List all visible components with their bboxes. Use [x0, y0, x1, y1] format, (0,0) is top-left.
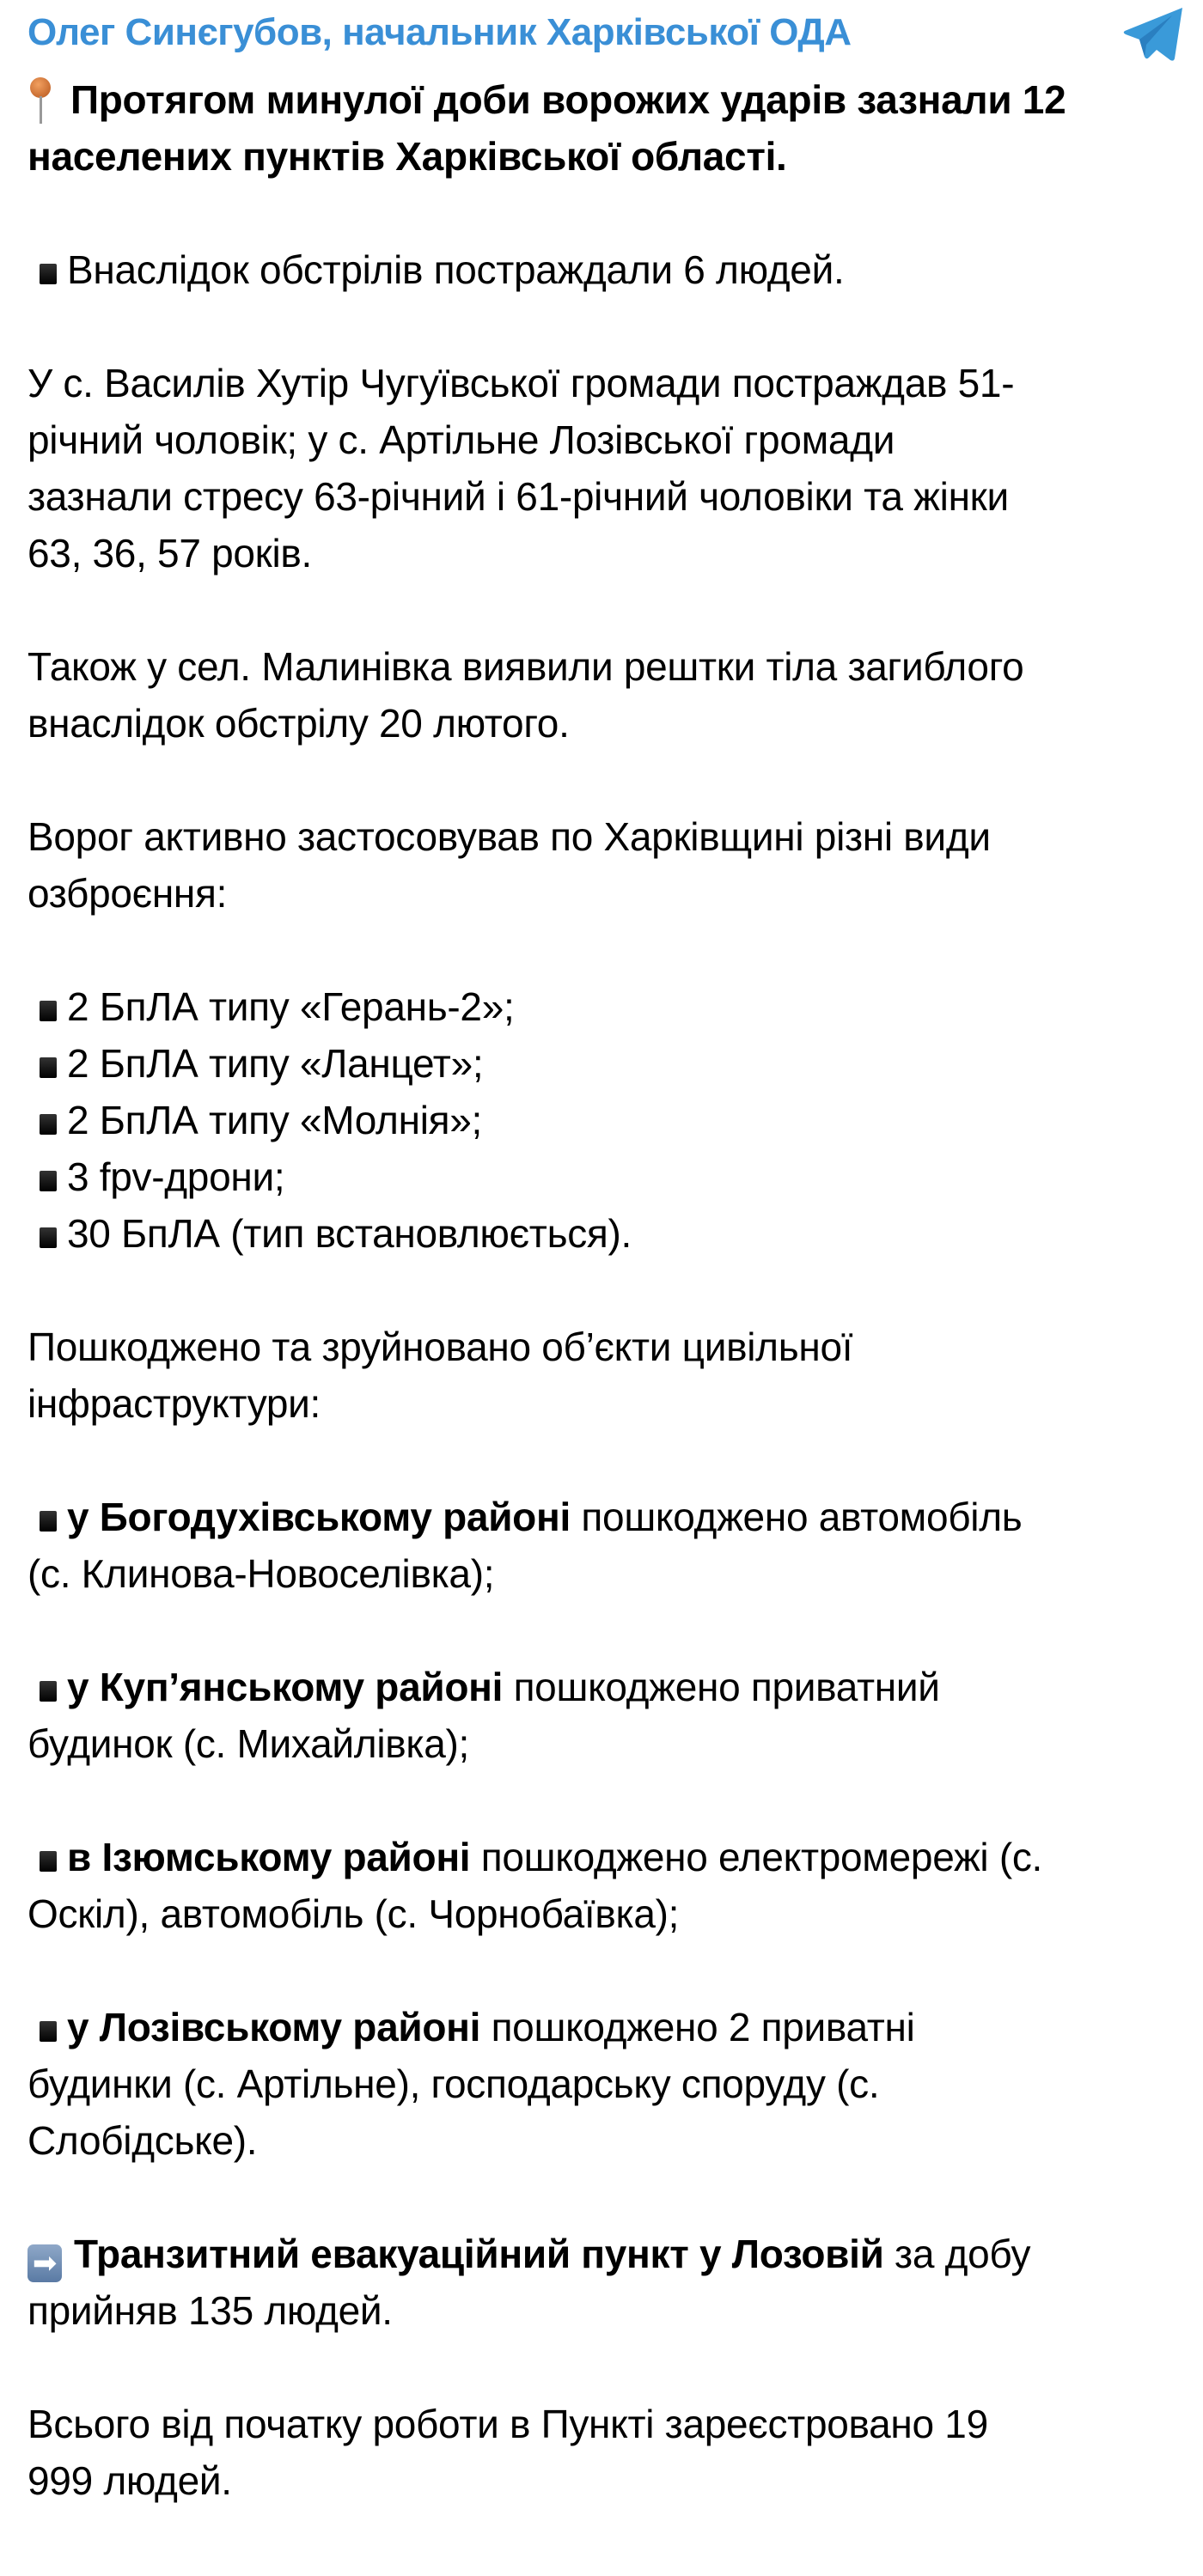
black-square-icon	[40, 1851, 57, 1872]
bold-text: в Ізюмському районі	[67, 1835, 471, 1879]
paragraph-spacer	[27, 298, 1188, 355]
text-line	[27, 411, 1188, 468]
text: 2 БпЛА типу «Ланцет»;	[67, 1041, 484, 1086]
black-square-icon	[40, 1511, 57, 1532]
text-line	[27, 2112, 1188, 2169]
text: 2 БпЛА типу «Молнія»;	[67, 1098, 482, 1142]
text: У с. Василів Хутір Чугуївської громади постраждав 51-	[27, 361, 1015, 405]
bold-text: у Лозівському районі	[67, 2005, 481, 2049]
text: будинок (с. Михайлівка);	[27, 1721, 470, 1766]
paragraph	[27, 808, 1188, 922]
paragraph	[27, 355, 1188, 582]
text-line	[27, 1318, 1188, 1375]
paragraph-spacer	[27, 582, 1188, 638]
paragraph	[27, 1318, 1188, 1432]
paragraph	[27, 2396, 1188, 2509]
text: (с. Клинова-Новоселівка);	[27, 1551, 495, 1596]
bold-text: у Богодухівському районі	[67, 1495, 571, 1539]
text: будинки (с. Артільне), господарську споруду (с.	[27, 2061, 880, 2106]
text: Пошкоджено та зруйновано об’єкти цивільної	[27, 1325, 853, 1369]
text-line	[27, 71, 1188, 128]
text-line	[27, 468, 1188, 525]
text-line	[27, 2226, 1188, 2282]
text-line	[27, 1885, 1188, 1942]
paragraph-spacer	[27, 2169, 1188, 2226]
list-item	[27, 1205, 1188, 1262]
paragraph-spacer	[27, 752, 1188, 808]
bold-text: у Куп’янському районі	[67, 1665, 504, 1709]
text-line	[27, 1715, 1188, 1772]
text-line	[27, 1375, 1188, 1432]
paragraph-spacer	[27, 1942, 1188, 1999]
text-line	[27, 1999, 1188, 2055]
paragraph-spacer	[27, 185, 1188, 241]
black-square-icon	[40, 2021, 57, 2042]
text-line	[27, 2055, 1188, 2112]
text-line	[27, 808, 1188, 865]
text-line	[27, 2396, 1188, 2452]
text: 999 людей.	[27, 2458, 232, 2503]
text: Також у сел. Малинівка виявили рештки тіла загиблого	[27, 644, 1024, 689]
text-line	[27, 865, 1188, 922]
bold-text: Транзитний евакуаційний пункт у Лозовій	[74, 2232, 884, 2276]
paragraph	[27, 71, 1188, 185]
text: за добу	[883, 2232, 1031, 2276]
text-line	[27, 241, 1188, 298]
paragraph-spacer	[27, 1772, 1188, 1829]
text: 63, 36, 57 років.	[27, 531, 313, 575]
text: інфраструктури:	[27, 1381, 321, 1426]
text: Внаслідок обстрілів постраждали 6 людей.	[67, 247, 845, 292]
text: Слобідське).	[27, 2118, 258, 2163]
list-item	[27, 1092, 1188, 1148]
paragraph	[27, 241, 1188, 298]
black-square-icon	[40, 1057, 57, 1078]
text-line	[27, 1829, 1188, 1885]
paragraph	[27, 2226, 1188, 2339]
paragraph-spacer	[27, 922, 1188, 978]
black-square-icon	[40, 264, 57, 284]
list-item	[27, 1148, 1188, 1205]
text: Оскіл), автомобіль (с. Чорнобаївка);	[27, 1891, 680, 1936]
paragraph	[27, 1999, 1188, 2169]
post-body	[27, 71, 1188, 2509]
telegram-icon[interactable]	[1122, 5, 1184, 62]
paragraph-spacer	[27, 1432, 1188, 1489]
text-line	[27, 2282, 1188, 2339]
black-square-icon	[40, 1681, 57, 1702]
text: пошкоджено 2 приватні	[480, 2005, 915, 2049]
text: пошкоджено автомобіль	[570, 1495, 1023, 1539]
black-square-icon	[40, 1227, 57, 1248]
text: озброєння:	[27, 871, 228, 916]
paragraph-spacer	[27, 1262, 1188, 1318]
text: пошкоджено приватний	[503, 1665, 940, 1709]
text: 30 БпЛА (тип встановлюється).	[67, 1211, 632, 1256]
text: 3 fpv-дрони;	[67, 1154, 285, 1199]
channel-name-link[interactable]: Олег Синєгубов, начальник Харківської ОДА	[27, 11, 852, 53]
paragraph	[27, 638, 1188, 752]
list-item	[27, 978, 1188, 1035]
post-header	[0, 0, 1203, 71]
paragraph	[27, 1489, 1188, 1602]
right-arrow-icon: ➡	[27, 2244, 62, 2282]
text: Ворог активно застосовував по Харківщині різні види	[27, 814, 991, 859]
list-item	[27, 1035, 1188, 1092]
black-square-icon	[40, 1001, 57, 1021]
paragraph-spacer	[27, 2339, 1188, 2396]
text-line	[27, 1545, 1188, 1602]
black-square-icon	[40, 1114, 57, 1135]
text-line	[27, 2452, 1188, 2509]
text: внаслідок обстрілу 20 лютого.	[27, 701, 570, 746]
text-line	[27, 1659, 1188, 1715]
black-square-icon	[40, 1171, 57, 1191]
text: прийняв 135 людей.	[27, 2288, 393, 2333]
bold-text: населених пунктів Харківської області.	[27, 134, 787, 179]
paragraph	[27, 1659, 1188, 1772]
text: зазнали стресу 63-річний і 61-річний чоловіки та жінки	[27, 474, 1009, 519]
weapons-list	[27, 978, 1188, 1262]
text-line	[27, 128, 1188, 185]
text: Всього від початку роботи в Пункті зареєстровано 19	[27, 2402, 988, 2446]
text: пошкоджено електромережі (с.	[470, 1835, 1043, 1879]
paragraph	[27, 1829, 1188, 1942]
bold-text: Протягом минулої доби ворожих ударів зазнали 12	[70, 77, 1066, 122]
text: 2 БпЛА типу «Герань-2»;	[67, 984, 515, 1029]
text-line	[27, 1489, 1188, 1545]
paragraph-spacer	[27, 1602, 1188, 1659]
pushpin-icon	[27, 77, 53, 125]
text-line	[27, 695, 1188, 752]
text-line	[27, 638, 1188, 695]
text: річний чоловік; у с. Артільне Лозівської громади	[27, 417, 895, 462]
text-line	[27, 525, 1188, 582]
text-line	[27, 355, 1188, 411]
